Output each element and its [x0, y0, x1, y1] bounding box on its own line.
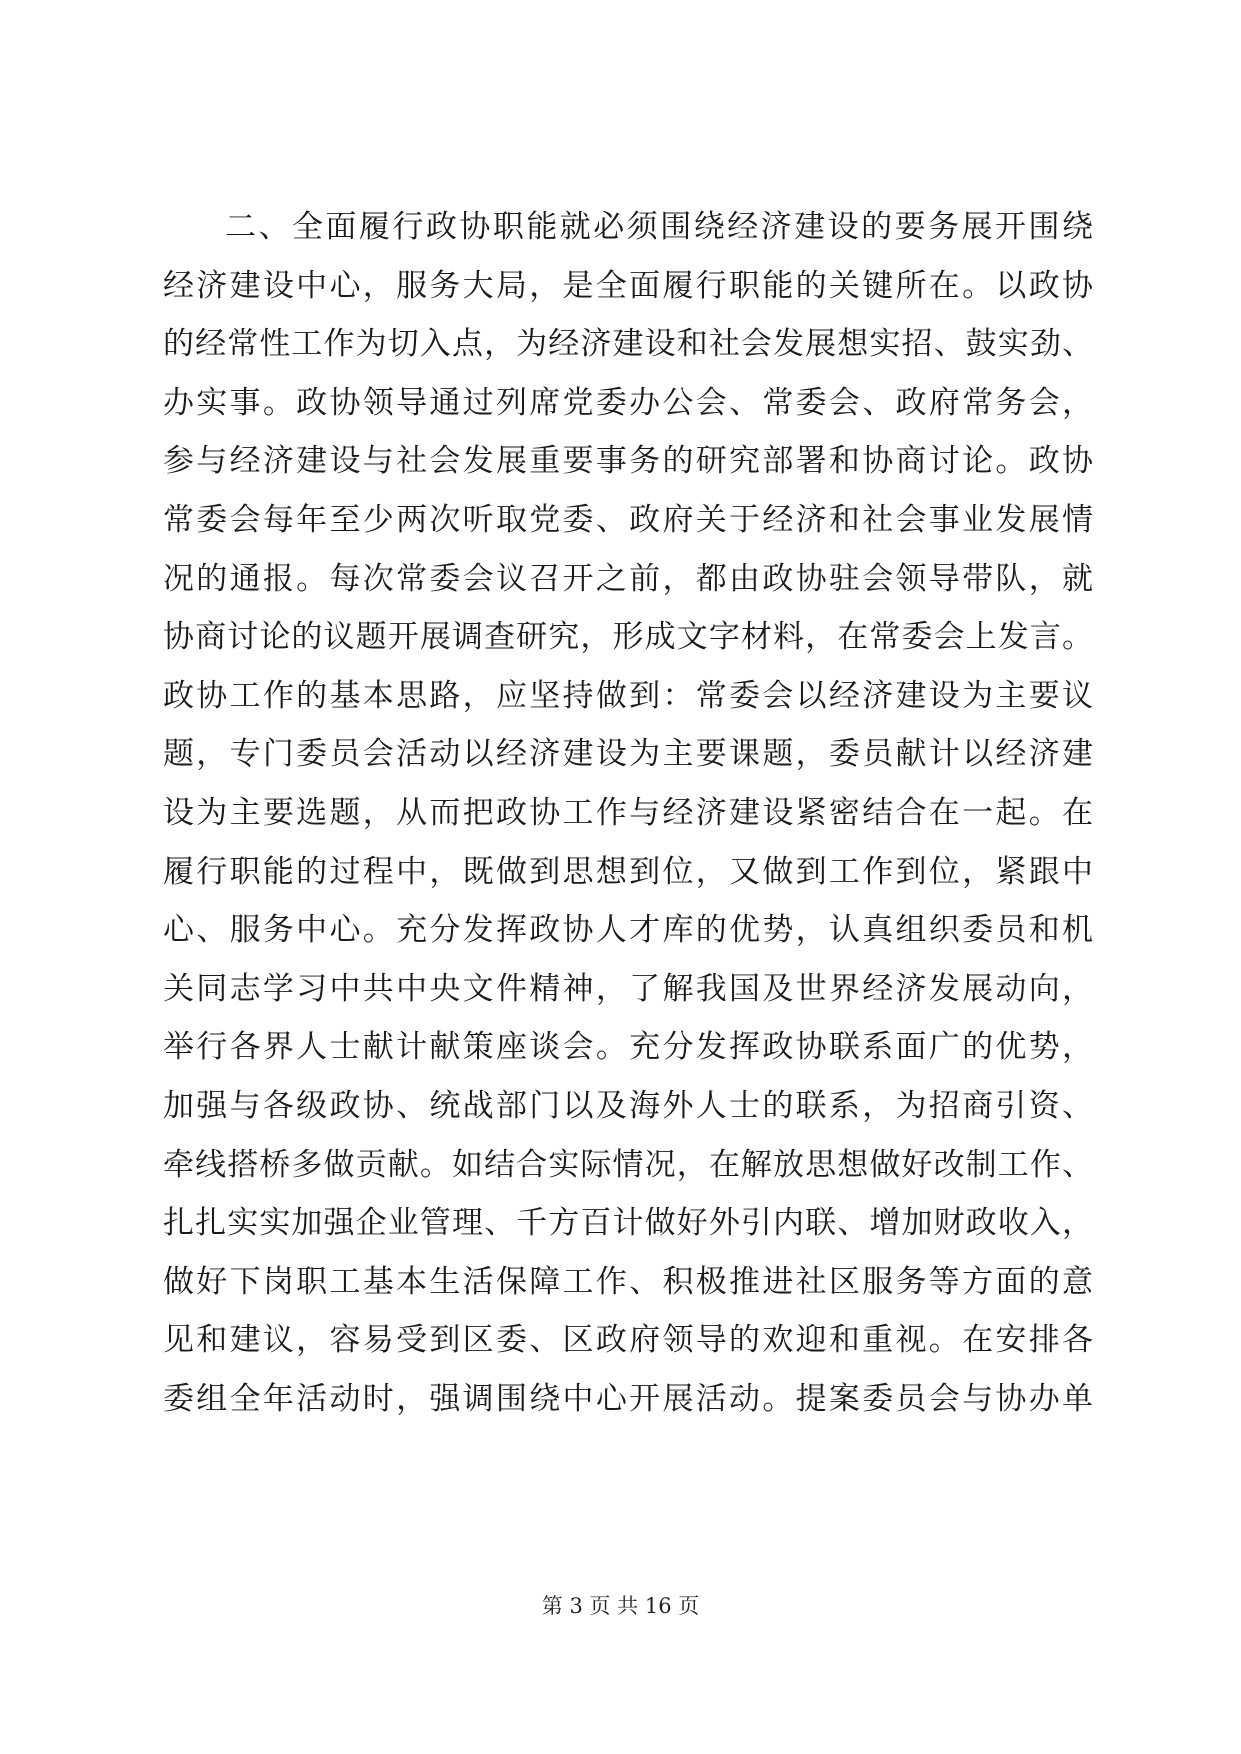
text-line: 的经常性工作为切入点，为经济建设和社会发展想实招、鼓实劲、 [163, 326, 1093, 363]
text-line: 设为主要选题，从而把政协工作与经济建设紧密结合在一起。在 [163, 794, 1093, 831]
text-line: 关同志学习中共中央文件精神，了解我国及世界经济发展动向， [163, 970, 1093, 1007]
text-line: 二、全面履行政协职能就必须围绕经济建设的要务展开围绕 [225, 209, 1093, 245]
text-line: 见和建议，容易受到区委、区政府领导的欢迎和重视。在安排各 [163, 1322, 1093, 1359]
text-line: 政协工作的基本思路，应坚持做到：常委会以经济建设为主要议 [163, 677, 1093, 714]
text-line: 参与经济建设与社会发展重要事务的研究部署和协商讨论。政协 [163, 443, 1093, 480]
text-line: 履行职能的过程中，既做到思想到位，又做到工作到位，紧跟中 [163, 853, 1093, 890]
text-line: 常委会每年至少两次听取党委、政府关于经济和社会事业发展情 [163, 501, 1093, 538]
text-line: 心、服务中心。充分发挥政协人才库的优势，认真组织委员和机 [163, 912, 1093, 949]
text-line: 协商讨论的议题开展调查研究，形成文字材料，在常委会上发言。 [163, 619, 1093, 656]
text-line: 委组全年活动时，强调围绕中心开展活动。提案委员会与协办单 [163, 1380, 1093, 1417]
text-line: 题，专门委员会活动以经济建设为主要课题，委员献计以经济建 [163, 736, 1093, 773]
text-line: 做好下岗职工基本生活保障工作、积极推进社区服务等方面的意 [163, 1263, 1093, 1300]
text-line: 况的通报。每次常委会议召开之前，都由政协驻会领导带队，就 [163, 560, 1093, 597]
text-line: 牵线搭桥多做贡献。如结合实际情况，在解放思想做好改制工作、 [163, 1146, 1093, 1183]
text-line: 加强与各级政协、统战部门以及海外人士的联系，为招商引资、 [163, 1087, 1093, 1124]
text-line: 举行各界人士献计献策座谈会。充分发挥政协联系面广的优势， [163, 1029, 1093, 1066]
text-line: 扎扎实实加强企业管理、千方百计做好外引内联、增加财政收入， [163, 1205, 1093, 1242]
text-line: 经济建设中心，服务大局，是全面履行职能的关键所在。以政协 [163, 267, 1093, 304]
body-paragraph [163, 198, 1093, 1428]
text-line: 办实事。政协领导通过列席党委办公会、常委会、政府常务会， [163, 384, 1093, 421]
page-footer: 第 3 页 共 16 页 [541, 1594, 700, 1618]
